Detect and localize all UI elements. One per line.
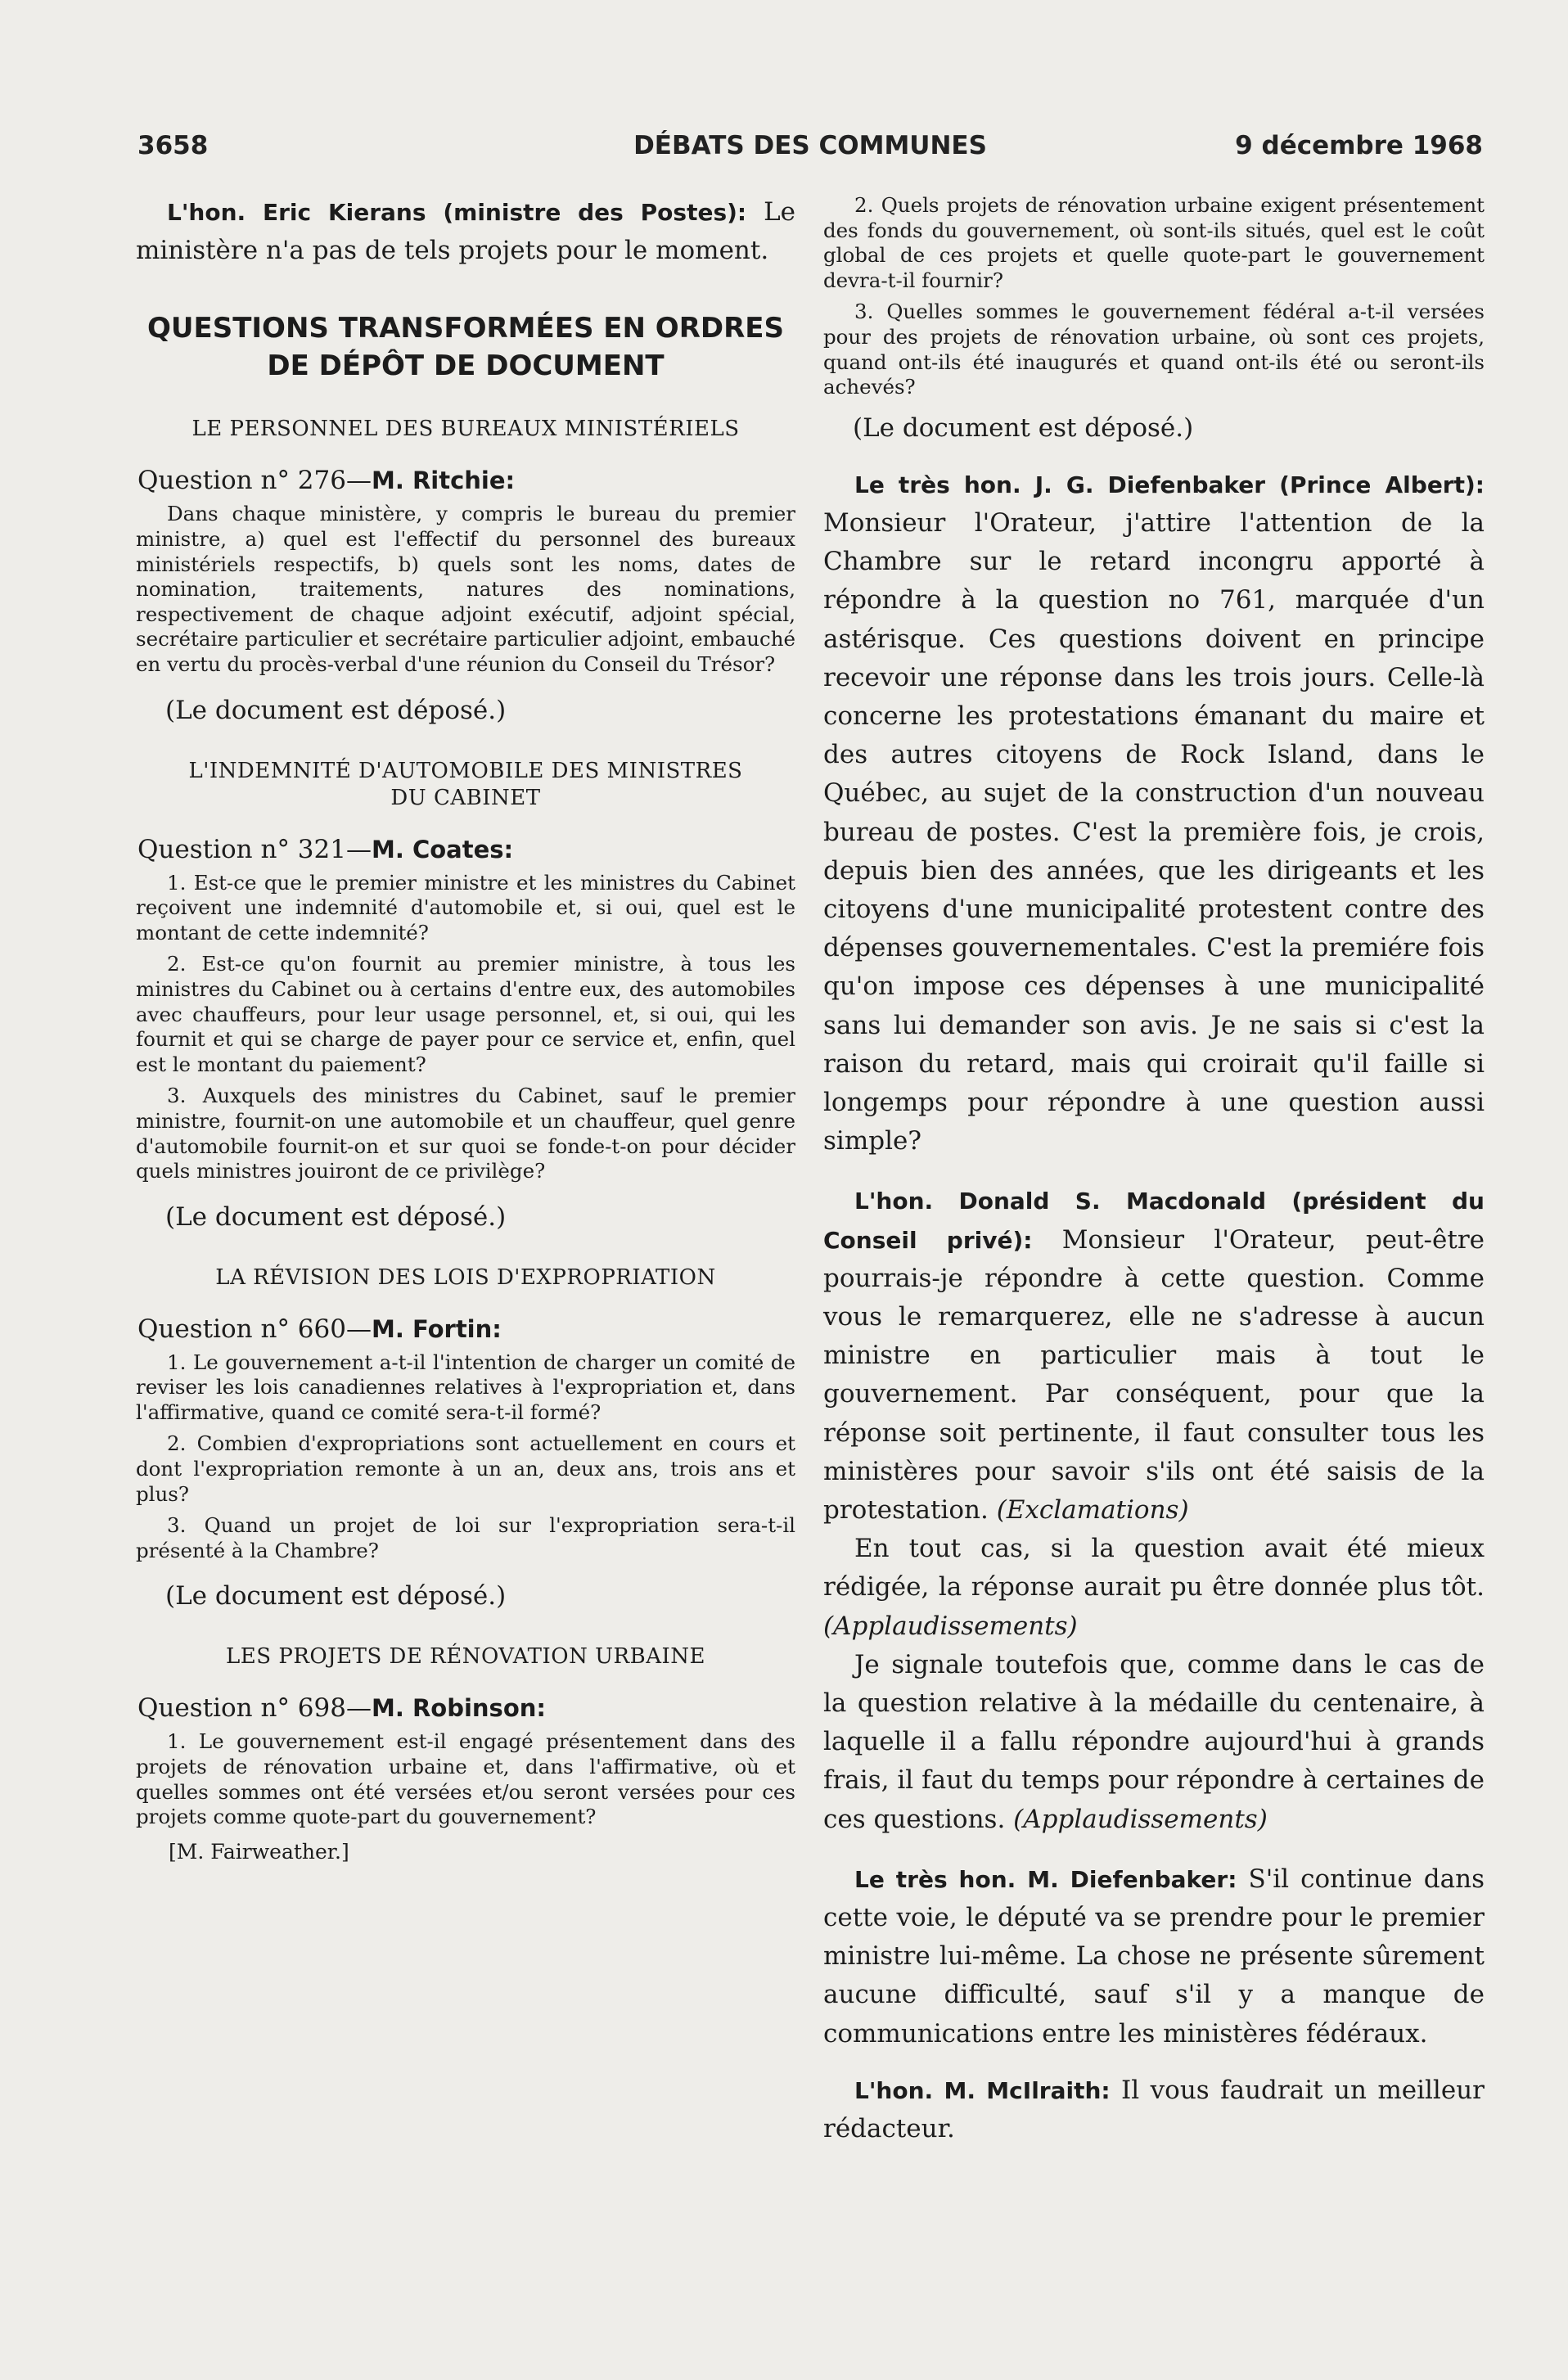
- speech-text: Monsieur l'Orateur, j'attire l'attention de la Chambre sur le retard incongru apporté à répondre à la question no 761, marquée d'un astérisque. Ces questions doivent en principe recevoir une réponse dans les trois jours. Celle-là concerne les protestations émanant du maire et des autres citoyens de Rock Island, dans le Québec, au sujet de la construction d'un nouveau bureau de postes. C'est la première fois, je crois, depuis bien des années, que les dirigeants et les citoyens d'une municipalité protestent contre des dépenses gouvernementales. C'est la premiére fois qu'on impose ces dépenses à une municipalité sans lui demander son avis. Je ne sais si c'est la raison du retard, mais qui croirait qu'il faille si longemps pour répondre à une question aussi simple?: [823, 507, 1485, 1156]
- question-text: 3. Quand un projet de loi sur l'expropriation sera-t-il présenté à la Chambre?: [136, 1513, 795, 1562]
- document-deposited: (Le document est déposé.): [165, 1581, 507, 1611]
- page-header: [137, 131, 1483, 167]
- question-subheading: LE PERSONNEL DES BUREAUX MINISTÉRIELS: [191, 417, 740, 442]
- document-deposited: (Le document est déposé.): [165, 1201, 507, 1232]
- question-number: [136, 464, 795, 497]
- question-subheading: [136, 758, 795, 812]
- question-member: M. Coates:: [371, 835, 514, 863]
- question-text: 2. Combien d'expropriations sont actuellement en cours et dont l'expropriation remonte à un an, deux ans, trois ans et plus?: [136, 1431, 795, 1506]
- interjection: (Applaudissements): [1013, 1804, 1268, 1834]
- page-date: 9 décembre 1968: [1235, 131, 1483, 160]
- speaker-name: L'hon. Eric Kierans (ministre des Postes):: [167, 199, 747, 226]
- publication-title: DÉBATS DES COMMUNES: [633, 131, 987, 160]
- question-prefix: Question n° 660—: [137, 1314, 372, 1344]
- question-number: [136, 1313, 795, 1346]
- question-text: 3. Auxquels des ministres du Cabinet, sauf le premier ministre, fournit-on une automobile et un chauffeur, quel genre d'automobile fournit-on et sur quoi se fonde-t-on pour décider quels ministres jouiront de ce privilège?: [136, 1084, 795, 1183]
- speech-text: Monsieur l'Orateur, peut-être pourrais-je répondre à cette question. Comme vous le remarquerez, elle ne s'adresse à aucun ministre en particulier mais à tout le gouvernement. Par conséquent, pour que la réponse soit pertinente, il faut consulter tous les ministères pour savoir s'ils ont été saisis de la protestation.: [823, 1224, 1485, 1526]
- speech-text: Je signale toutefois que, comme dans le cas de la question relative à la médaille du centenaire, à laquelle il a fallu répondre aujourd'hui à grands frais, il faut du temps pour répondre à certaines de ces questions.: [823, 1649, 1485, 1834]
- speaker-name: L'hon. M. McIlraith:: [854, 2076, 1111, 2104]
- left-column: [136, 193, 795, 1866]
- speech-text: S'il continue dans cette voie, le député va se prendre pour le premier ministre lui-même. La chose ne présente sûrement aucune difficulté, sauf s'il y a manque de communications entre les ministères fédéraux.: [823, 1864, 1485, 2049]
- question-text: Dans chaque ministère, y compris le bureau du premier ministre, a) quel est l'effectif du personnel des bureaux ministériels respectifs, b) quels sont les noms, dates de nomination, traitements, natures des nominations, respectivement de chaque adjoint exécutif, adjoint spécial, secrétaire particulier et secrétaire particulier adjoint, embauché en vertu du procès-verbal d'une réunion du Conseil du Trésor?: [136, 502, 795, 676]
- question-number: [136, 833, 795, 866]
- question-text: 1. Est-ce que le premier ministre et les ministres du Cabinet reçoivent une indemnité d'automobile et, si oui, quel est le montant de cette indemnité?: [136, 870, 795, 944]
- section-heading: [136, 309, 795, 385]
- question-subheading: LA RÉVISION DES LOIS D'EXPROPRIATION: [215, 1264, 716, 1290]
- kierans-reply: [136, 193, 795, 270]
- speech-text: Il vous faudrait un meilleur rédacteur.: [823, 2075, 1485, 2144]
- question-number: [136, 1692, 795, 1724]
- interjection: (Applaudissements): [823, 1611, 1078, 1641]
- page-number: 3658: [137, 131, 209, 160]
- question-member: M. Robinson:: [371, 1694, 546, 1723]
- subheading-line: DU CABINET: [390, 785, 541, 810]
- speech-text: En tout cas, si la question avait été mieux rédigée, la réponse aurait pu être donnée plus tôt.: [823, 1534, 1485, 1602]
- question-member: M. Fortin:: [371, 1314, 502, 1343]
- question-prefix: Question n° 276—: [137, 466, 372, 496]
- right-column: [823, 193, 1485, 2148]
- diefenbaker-reply: [823, 1860, 1485, 2053]
- section-heading-line: DE DÉPÔT DE DOCUMENT: [267, 349, 665, 383]
- section-heading-line: QUESTIONS TRANSFORMÉES EN ORDRES: [146, 312, 784, 345]
- speech-text: Le ministère n'a pas de tels projets pour le moment.: [136, 197, 795, 266]
- speaker-name: Le très hon. J. G. Diefenbaker (Prince Albert):: [854, 471, 1485, 498]
- question-prefix: Question n° 698—: [137, 1693, 372, 1724]
- interjection: (Exclamations): [996, 1495, 1189, 1526]
- mcilraith-reply: [823, 2071, 1485, 2148]
- speaker-name: L'hon. Donald S. Macdonald (président du Conseil privé):: [823, 1188, 1485, 1254]
- speech-paragraph: [823, 1646, 1485, 1839]
- question-text: 3. Quelles sommes le gouvernement fédéral a-t-il versées pour des projets de rénovation urbaine, où sont ces projets, quand ont-ils été inaugurés et quand ont-ils été ou seront-ils achevés?: [823, 300, 1485, 399]
- macdonald-speech: [823, 1182, 1485, 1530]
- document-deposited: (Le document est déposé.): [853, 412, 1194, 443]
- speaker-signature: [M. Fairweather.]: [169, 1839, 349, 1864]
- speech-paragraph: [823, 1530, 1485, 1646]
- question-prefix: Question n° 321—: [137, 834, 372, 864]
- question-text: 2. Est-ce qu'on fournit au premier ministre, à tous les ministres du Cabinet ou à certains d'entre eux, des automobiles avec chauffeurs, pour leur usage personnel, et, si oui, qui les fournit et qui se charge de payer pour ce service et, enfin, quel est le montant du paiement?: [136, 952, 795, 1076]
- speaker-name: Le très hon. M. Diefenbaker:: [854, 1865, 1237, 1893]
- question-text: 1. Le gouvernement a-t-il l'intention de charger un comité de reviser les lois canadiennes relatives à l'expropriation et, dans l'affirmative, quand ce comité sera-t-il formé?: [136, 1350, 795, 1424]
- question-text: 2. Quels projets de rénovation urbaine exigent présentement des fonds du gouvernement, où sont-ils situés, quel est le coût global de ces projets et quelle quote-part le gouvernement devra-t-il fournir?: [823, 193, 1485, 292]
- diefenbaker-speech: [823, 466, 1485, 1161]
- question-text: 1. Le gouvernement est-il engagé présentement dans des projets de rénovation urbaine et, dans l'affirmative, où et quelles sommes ont été versées et/ou seront versées pour ces projets comme quote-part du gouvernement?: [136, 1729, 795, 1829]
- question-subheading: LES PROJETS DE RÉNOVATION URBAINE: [226, 1644, 705, 1670]
- document-deposited: (Le document est déposé.): [165, 695, 507, 725]
- subheading-line: L'INDEMNITÉ D'AUTOMOBILE DES MINISTRES: [188, 758, 743, 783]
- question-member: M. Ritchie:: [371, 467, 516, 495]
